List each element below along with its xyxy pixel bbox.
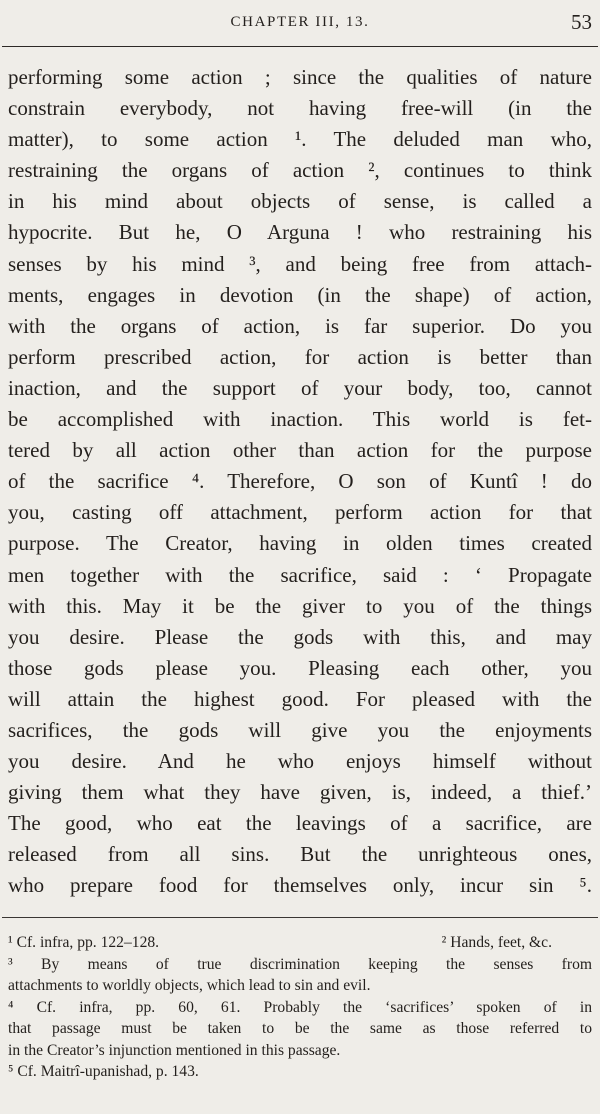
page-header: [0, 10, 600, 44]
body-line: tered by all action other than action for the purpose: [8, 438, 592, 463]
body-line: restraining the organs of action ², continues to think: [8, 158, 592, 183]
body-line: constrain everybody, not having free-will (in the: [8, 96, 592, 121]
body-line: hypocrite. But he, O Arguna ! who restraining his: [8, 220, 592, 245]
body-line: ments, engages in devotion (in the shape) of action,: [8, 282, 592, 307]
footnote-4-line: ⁴ Cf. infra, pp. 60, 61. Probably the ‘sacrifices’ spoken of in: [8, 998, 592, 1016]
footnote-2: ² Hands, feet, &c.: [441, 934, 552, 951]
body-line: matter), to some action ¹. The deluded man who,: [8, 127, 592, 152]
footnote-4-line: in the Creator’s injunction mentioned in this passage.: [8, 1041, 341, 1059]
body-line: senses by his mind ³, and being free from attach-: [8, 251, 592, 276]
body-line: you, casting off attachment, perform action for that: [8, 500, 592, 525]
footnote-3-line: attachments to worldly objects, which lead to sin and evil.: [8, 977, 371, 994]
running-head: CHAPTER III, 13.: [230, 14, 370, 30]
body-line: giving them what they have given, is, indeed, a thief.’: [8, 780, 592, 805]
body-line: inaction, and the support of your body, too, cannot: [8, 375, 592, 400]
footnote-5: ⁵ Cf. Maitrî-upanishad, p. 143.: [8, 1063, 199, 1080]
body-line: in his mind about objects of sense, is called a: [8, 189, 592, 214]
body-line: purpose. The Creator, having in olden times created: [8, 531, 592, 556]
body-line: you desire. Please the gods with this, and may: [8, 624, 592, 649]
footnote-1: ¹ Cf. infra, pp. 122–128.: [8, 934, 160, 951]
footnote-4-line: that passage must be taken to be the same as those referred to: [8, 1020, 592, 1037]
page-number: 53: [571, 10, 592, 34]
body-line: released from all sins. But the unrighteous ones,: [8, 842, 592, 867]
body-line: be accomplished with inaction. This world is fet-: [8, 407, 592, 432]
body-line: men together with the sacrifice, said : ‘ Propagate: [8, 562, 592, 587]
footnote-rule: [2, 917, 598, 918]
body-line: sacrifices, the gods will give you the enjoyments: [8, 717, 592, 742]
body-line: will attain the highest good. For pleased with the: [8, 686, 592, 711]
footnote-row-1-2: [8, 932, 592, 954]
footnotes: [8, 932, 592, 1083]
body-line: of the sacrifice ⁴. Therefore, O son of Kuntî ! do: [8, 469, 592, 494]
body-line: performing some action ; since the qualities of nature: [8, 65, 592, 89]
footnote-3-line: ³ By means of true discrimination keeping the senses from: [8, 955, 592, 973]
body-line: The good, who eat the leavings of a sacrifice, are: [8, 811, 592, 836]
body-line: who prepare food for themselves only, incur sin ⁵.: [8, 873, 592, 898]
body-line: you desire. And he who enjoys himself without: [8, 749, 592, 774]
body-text: [8, 62, 592, 902]
body-line: perform prescribed action, for action is better than: [8, 344, 592, 369]
body-line: with this. May it be the giver to you of the things: [8, 593, 592, 618]
header-rule: [2, 46, 598, 47]
body-line: those gods please you. Pleasing each other, you: [8, 655, 592, 680]
body-line: with the organs of action, is far superior. Do you: [8, 313, 592, 338]
